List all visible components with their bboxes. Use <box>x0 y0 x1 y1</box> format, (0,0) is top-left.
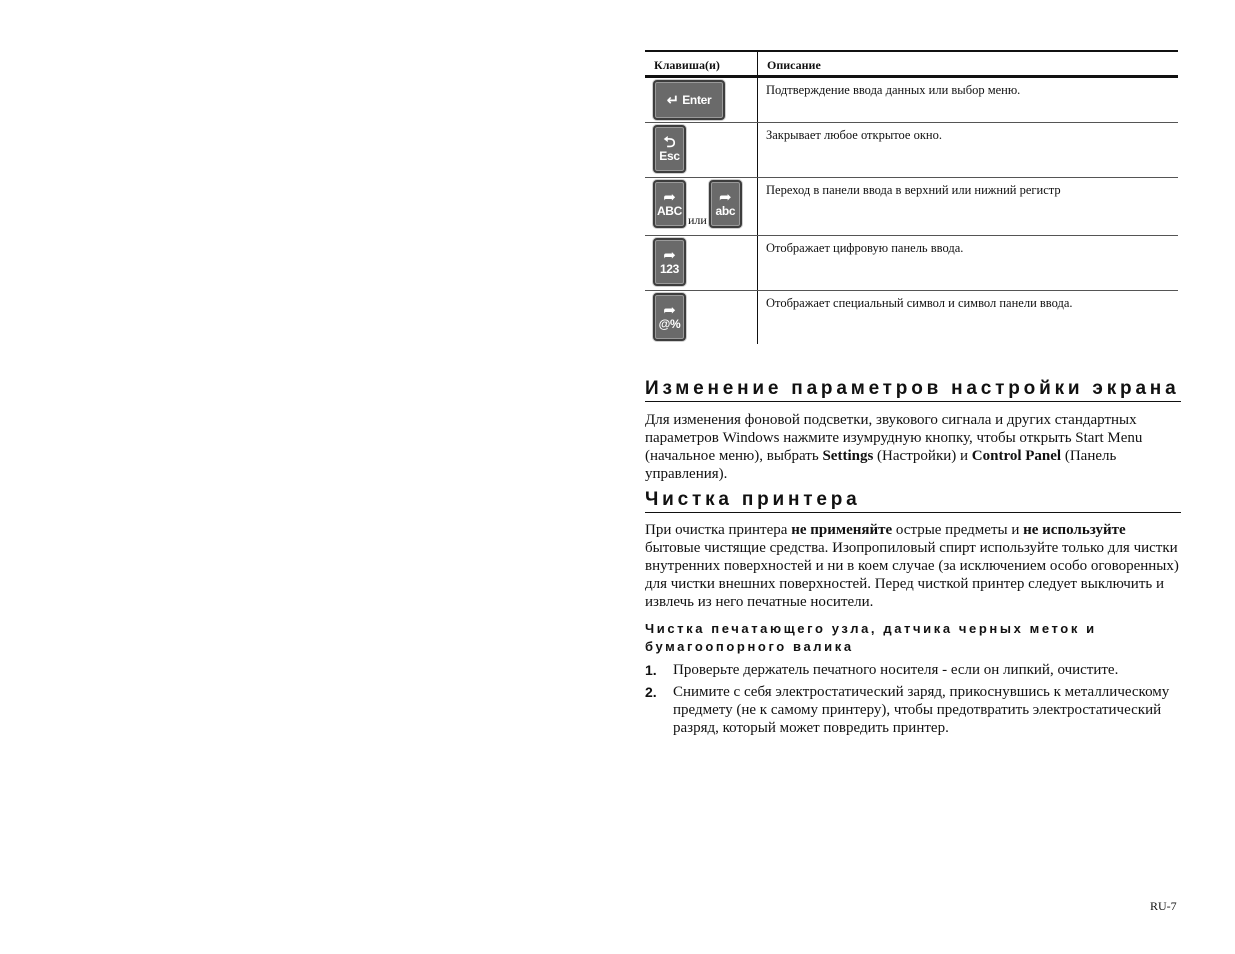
table-row <box>645 291 1178 344</box>
description-cell: Закрывает любое открытое окно. <box>758 123 1179 178</box>
subsection-heading: Чистка печатающего узла, датчика черных меток и бумагоопорного валика <box>645 621 1097 654</box>
section-heading-printer-cleaning: Чистка принтера <box>645 489 1181 513</box>
key-label: 123 <box>659 262 680 276</box>
key-cell <box>645 291 758 344</box>
description-cell: Отображает цифровую панель ввода. <box>758 236 1179 291</box>
keys-table <box>645 50 1178 344</box>
table-row <box>645 178 1178 236</box>
table-row <box>645 236 1178 291</box>
shift-arrow-icon: ➦ <box>663 247 676 264</box>
description-cell: Переход в панели ввода в верхний или нижний регистр <box>758 178 1179 236</box>
step-text: Снимите с себя электростатический заряд, прикоснувшись к металлическому предмету (не к самому принтеру), чтобы предотвратить электростатический разряд, который может повредить принтер. <box>673 684 1170 736</box>
header-keys: Клавиша(и) <box>645 51 758 77</box>
key-cell <box>645 236 758 291</box>
table-header-row <box>645 51 1178 77</box>
key-cell <box>645 123 758 178</box>
table-row <box>645 123 1178 178</box>
key-label: Enter <box>682 92 712 107</box>
display-settings-paragraph: Для изменения фоновой подсветки, звукового сигнала и других стандартных параметров Windows нажмите изумрудную кнопку, чтобы открыть Start Menu (начальное меню), выбрать Settings (Настройки) и Control Panel (Панель управления). <box>645 412 1143 482</box>
shift-arrow-icon: ➦ <box>663 189 676 206</box>
enter-arrow-icon: ↵ <box>666 91 680 109</box>
or-label: или <box>688 213 707 227</box>
shift-arrow-icon: ➦ <box>719 189 732 206</box>
section-heading-display-settings: Изменение параметров настройки экрана <box>645 378 1181 402</box>
lowercase-key <box>709 180 742 228</box>
return-arrow-icon: ⮌ <box>663 134 676 151</box>
list-item <box>645 661 1181 679</box>
printer-cleaning-paragraph: При очистка принтера не применяйте острые предметы и не используйте бытовые чистящие средства. Изопропиловый спирт используйте только для чистки внутренних поверхностей и ни в коем случае (за исключением особо оговоренных) для чистки внешних поверхностей. Перед чисткой принтер следует выключить и извлечь из него печатные носители. <box>645 522 1179 610</box>
key-label: abc <box>715 204 736 218</box>
description-cell: Подтверждение ввода данных или выбор меню. <box>758 77 1179 123</box>
uppercase-key <box>653 180 686 228</box>
esc-key <box>653 125 686 173</box>
table-row <box>645 77 1178 123</box>
symbol-key <box>653 293 686 341</box>
step-text: Проверьте держатель печатного носителя - если он липкий, очистите. <box>673 662 1119 678</box>
key-cell <box>645 178 758 236</box>
key-label: ABC <box>656 204 683 218</box>
numeric-key <box>653 238 686 286</box>
enter-key <box>653 80 725 120</box>
key-cell <box>645 77 758 123</box>
page-number: RU-7 <box>1150 899 1177 913</box>
step-number: 2. <box>645 684 657 700</box>
shift-arrow-icon: ➦ <box>663 302 676 319</box>
key-label: @% <box>658 317 681 331</box>
list-item <box>645 683 1181 737</box>
description-cell: Отображает специальный символ и символ панели ввода. <box>766 296 1073 310</box>
step-number: 1. <box>645 662 657 678</box>
key-label: Esc <box>659 149 680 163</box>
header-description: Описание <box>758 51 1179 77</box>
